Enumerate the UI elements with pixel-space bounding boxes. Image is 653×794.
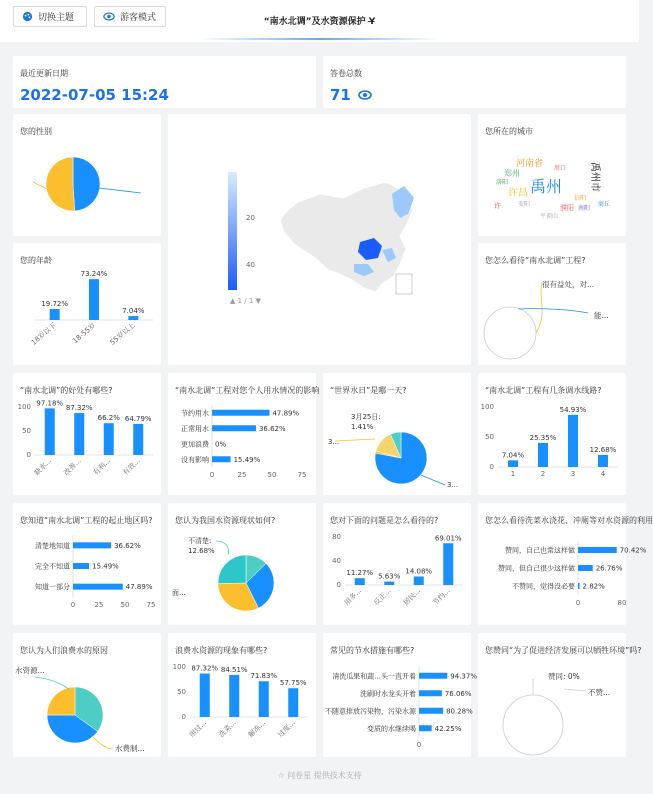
data-label: 0% [215, 440, 227, 449]
data-label: 36.62% [258, 424, 286, 433]
data-label: 66.2% [97, 414, 120, 423]
city-card [478, 114, 626, 236]
city-word: 安阳 [518, 201, 531, 208]
card-title: 您对下面的问题是怎么看待的? [330, 516, 439, 525]
label-line [35, 677, 69, 689]
title-icon: Y̶ [368, 17, 376, 27]
city-word: 禹州 [530, 177, 563, 196]
data-label: 97.18% [36, 399, 64, 408]
age-chart [13, 243, 161, 365]
star-icon: ☆ [277, 771, 285, 780]
x-tick-label: 18-55岁 [71, 321, 98, 346]
y-tick-label: 清楚地知道 [35, 541, 70, 550]
y-tick-label: 正常用水 [181, 424, 209, 433]
x-tick-label: 55岁以上 [108, 321, 137, 347]
x-tick-label: 0 [70, 601, 76, 609]
label-line [518, 309, 588, 313]
x-tick-label: 75 [146, 601, 156, 609]
bar [384, 582, 394, 585]
last-updated-card [13, 56, 316, 108]
city-word: 商丘 [598, 201, 611, 208]
x-tick-label: 缺水... [32, 456, 54, 478]
y-tick-label: 0 [181, 713, 186, 721]
page-title: “南水北调”及水资源保护 Y̶ [263, 17, 376, 27]
y-tick-label: 40 [332, 557, 341, 565]
data-label: 87.32% [191, 664, 219, 673]
bar [419, 690, 442, 696]
benefit-card [13, 373, 161, 495]
eye-icon[interactable] [358, 90, 372, 100]
card-title: 您怎么看待“南水北调”工程? [485, 256, 586, 265]
bar [259, 681, 269, 717]
data-label: 7.04% [122, 307, 145, 316]
pie-slice [503, 695, 563, 755]
data-label: 5.63% [378, 572, 401, 581]
south-china-sea-inset [396, 274, 412, 294]
y-tick-label: 0 [336, 581, 341, 589]
x-tick-label: 50 [120, 601, 130, 609]
y-tick-label: 0 [26, 451, 31, 459]
data-label: 2.82% [582, 582, 605, 591]
city-word: 许 [494, 202, 501, 210]
sacrifice-env-chart [478, 633, 626, 757]
y-tick-label: 完全不知道 [35, 562, 70, 571]
x-tick-label: 反正... [372, 586, 393, 608]
y-tick-label: 知道一部分 [35, 583, 70, 592]
slice-label: 水资源... [15, 666, 45, 675]
last-updated-value: 2022-07-05 15:24 [20, 86, 169, 104]
total-responses-value: 71 [330, 86, 351, 104]
pie-slice [218, 555, 246, 584]
map-legend-tick: 20 [246, 214, 255, 222]
total-responses-card [323, 56, 626, 108]
save-measures-chart [323, 633, 478, 757]
data-label: 42.25% [434, 724, 462, 733]
x-tick-label: 0 [575, 599, 581, 607]
x-tick-label: 有利... [91, 456, 113, 478]
waste-phenomena-chart [168, 633, 316, 757]
x-tick-label: 4 [600, 470, 606, 478]
card-title: 您所在的城市 [485, 127, 533, 136]
data-label: 47.89% [272, 409, 300, 418]
x-tick-label: 1 [510, 470, 516, 478]
y-tick-label: 不随意排放污染物，污染水源 [325, 707, 416, 716]
y-tick-label: 赞同，但自己很少这样做 [498, 564, 575, 573]
bar [50, 309, 60, 320]
x-tick-label: 用多... [342, 586, 364, 608]
bar [578, 583, 580, 589]
data-label: 36.62% [114, 541, 141, 550]
bar [133, 424, 143, 455]
pie-slice [73, 157, 100, 211]
y-tick-label: 100 [17, 403, 31, 411]
city-word: 信阳 [574, 195, 587, 202]
bar [89, 279, 99, 320]
data-label: 47.89% [125, 583, 153, 592]
know-area-card [13, 503, 161, 625]
benefit-chart [13, 373, 161, 495]
x-tick-label: 50 [267, 471, 277, 479]
data-label: 76.06% [444, 689, 472, 698]
label-line [99, 188, 141, 193]
data-label: 70.42% [619, 546, 647, 555]
map-pager[interactable]: ▲ 1 / 1 ▼ [230, 297, 261, 305]
x-tick-label: 25 [237, 471, 247, 479]
data-label: 15.49% [233, 455, 261, 464]
map-legend-tick: 40 [246, 261, 255, 269]
bar [73, 563, 89, 569]
y-tick-label: 更加浪费 [181, 440, 209, 449]
y-tick-label: 变质的水继续喝 [367, 724, 416, 733]
data-label: 84.51% [220, 665, 248, 674]
card-title: “世界水日”是哪一天? [330, 386, 407, 395]
x-tick-label: 18岁以下 [29, 321, 58, 347]
bar [74, 413, 84, 455]
bar [578, 565, 593, 571]
bar [508, 460, 518, 467]
water-status-chart [168, 503, 316, 625]
bar [355, 578, 365, 585]
routes-chart [478, 373, 626, 495]
bar [419, 708, 443, 714]
data-label: 25.35% [529, 433, 557, 442]
bar [568, 415, 578, 467]
card-title: “南水北调”的好处有哪些? [20, 386, 113, 395]
bar [212, 425, 256, 431]
data-label: 11.27% [346, 569, 374, 578]
x-tick-label: 居民... [401, 586, 423, 608]
card-title: 您赞同“为了促进经济发展可以牺牲环境”吗? [485, 646, 642, 655]
gender-chart [13, 114, 161, 236]
data-label: 26.76% [595, 564, 623, 573]
slice-label: 能... [594, 311, 609, 320]
x-tick-label: 0 [416, 741, 422, 749]
city-word: 洛阳 [496, 179, 509, 186]
waste-reason-card [13, 633, 161, 757]
sacrifice-env-card [478, 633, 642, 757]
card-title: 您认为人们浪费水的原因 [20, 646, 108, 655]
slice-label: 赞同: 0% [548, 672, 580, 681]
data-label: 87.32% [65, 404, 93, 413]
data-label: 69.01% [434, 534, 462, 543]
y-tick-label: 50 [22, 427, 31, 435]
data-label: 12.68% [589, 445, 617, 454]
y-tick-label: 100 [172, 663, 186, 671]
data-label: 54.93% [559, 405, 587, 414]
city-word: 南阳 [578, 205, 591, 212]
x-tick-label: 过度... [276, 718, 297, 740]
bar [598, 455, 608, 467]
y-tick-label: 节约用水 [181, 409, 209, 418]
label-line [335, 439, 375, 441]
slice-label: 很有益处，对... [542, 280, 595, 289]
bar [128, 316, 138, 320]
card-title: 您认为我国水资源现状如何? [175, 516, 276, 525]
reuse-card [478, 503, 653, 625]
bar [419, 725, 432, 731]
project-view-chart [478, 243, 626, 365]
impact-card [168, 373, 320, 495]
x-tick-label: 改善... [62, 456, 83, 478]
total-responses-label: 答卷总数 [330, 69, 362, 78]
city-word: 许昌 [508, 188, 528, 199]
x-tick-label: 用过... [187, 718, 209, 740]
slice-label: 3... [328, 438, 340, 446]
guest-mode-label: 游客模式 [120, 13, 157, 23]
waste-reason-chart [13, 633, 161, 757]
y-tick-label: 0 [489, 463, 494, 471]
issues-chart [323, 503, 471, 625]
data-label: 57.75% [279, 679, 307, 688]
label-line [421, 475, 445, 485]
x-tick-label: 2 [540, 470, 546, 478]
pie-slice [484, 307, 536, 359]
slice-label: 3... [447, 481, 459, 489]
routes-card [478, 373, 626, 495]
x-tick-label: 80 [617, 599, 627, 607]
city-word: 郑州 [504, 169, 520, 178]
card-title: 浪费水资源的现象有哪些? [175, 646, 268, 655]
bar [212, 410, 269, 416]
bar [45, 408, 55, 455]
x-tick-label: 25 [94, 601, 104, 609]
card-title: 常见的节水措施有哪些? [330, 646, 415, 655]
label-line [536, 283, 542, 333]
x-tick-label: 洗菜... [217, 718, 238, 740]
data-label: 64.79% [124, 414, 152, 423]
card-title: 您的年龄 [20, 256, 52, 265]
know-area-chart [13, 503, 161, 625]
x-tick-label: 节约... [431, 586, 452, 608]
bar [212, 456, 231, 462]
china-map [168, 114, 471, 365]
data-label: 19.72% [41, 299, 69, 308]
bar [414, 576, 424, 585]
x-tick-label: 解冻... [246, 718, 268, 740]
y-tick-label: 不赞同，觉得没必要 [512, 582, 575, 591]
map-legend-bar [228, 172, 237, 290]
reuse-chart [478, 503, 647, 625]
y-tick-label: 50 [485, 433, 494, 441]
bar [73, 542, 111, 548]
title-underline [200, 38, 439, 40]
x-tick-label: 75 [297, 471, 307, 479]
last-updated-label: 最近更新日期 [20, 69, 68, 78]
pie-slice [46, 157, 75, 211]
bar [443, 543, 453, 585]
y-tick-label: 没有影响 [181, 455, 209, 464]
card-title: 您怎么看待洗菜水浇花、冲厕等对水资源的利用 [485, 516, 653, 525]
bar [229, 675, 239, 717]
age-card [13, 243, 161, 365]
card-title: “南水北调”工程有几条调水线路? [485, 386, 602, 395]
issues-card [323, 503, 471, 625]
bar [73, 584, 123, 590]
bar [288, 688, 298, 717]
y-tick-label: 赞同，自己也常这样做 [505, 546, 575, 555]
waste-phenomena-card [168, 633, 316, 757]
bar [538, 443, 548, 467]
city-word: 周口 [554, 165, 567, 172]
slice-label: 不清楚: [188, 537, 212, 545]
slice-label: 1.41% [351, 423, 374, 431]
slice-label: 不赞... [588, 688, 611, 697]
gender-card [13, 114, 161, 236]
city-wordcloud [478, 114, 626, 236]
switch-theme-label: 切换主题 [38, 13, 75, 23]
city-word: 河南省 [516, 159, 544, 169]
city-word: 禹州市 [589, 162, 600, 192]
footer-text: 问卷星 提供技术支持 [287, 771, 362, 780]
label-line [33, 182, 47, 189]
y-tick-label: 洗刷时水龙头开着 [360, 689, 416, 698]
y-tick-label: 50 [177, 688, 186, 696]
label-line [216, 541, 229, 555]
water-day-card [323, 373, 471, 495]
bar [419, 673, 447, 679]
data-label: 73.24% [80, 270, 108, 279]
project-view-card [478, 243, 626, 365]
x-tick-label: 有效... [121, 456, 142, 478]
data-label: 14.08% [405, 567, 433, 576]
bar [104, 423, 114, 455]
footer [0, 770, 639, 781]
card-title: “南水北调”工程对您个人用水情况的影响 [175, 386, 320, 395]
data-label: 15.49% [92, 562, 119, 571]
slice-label: 3月25日: [351, 413, 381, 421]
save-measures-card [323, 633, 478, 757]
pie-slice [47, 687, 75, 715]
slice-label: 12.68% [188, 547, 215, 555]
city-word: 濮阳 [560, 204, 574, 212]
bar [578, 547, 617, 553]
top-bar [0, 0, 639, 42]
x-tick-label: 0 [209, 471, 215, 479]
bar [200, 674, 210, 717]
city-word: 平顶山 [540, 213, 559, 220]
data-label: 71.83% [250, 672, 278, 681]
water-day-chart [323, 373, 471, 495]
card-title: 您的性别 [20, 127, 52, 136]
y-tick-label: 80 [332, 533, 341, 541]
y-tick-label: 100 [480, 403, 494, 411]
card-title: 您知道“南水北调”工程的起止地区吗? [20, 516, 153, 525]
label-line [93, 737, 113, 749]
slice-label: 面... [172, 589, 186, 597]
impact-chart [168, 373, 316, 495]
data-label: 94.37% [450, 672, 478, 681]
slice-label: 水费制... [115, 744, 145, 753]
x-tick-label: 3 [570, 470, 576, 478]
water-status-card [168, 503, 316, 625]
map-card [168, 114, 471, 365]
label-line [564, 689, 586, 691]
data-label: 7.04% [501, 451, 525, 460]
y-tick-label: 清洗瓜果和蔬...头一直开着 [332, 672, 416, 681]
data-label: 80.28% [446, 707, 473, 716]
